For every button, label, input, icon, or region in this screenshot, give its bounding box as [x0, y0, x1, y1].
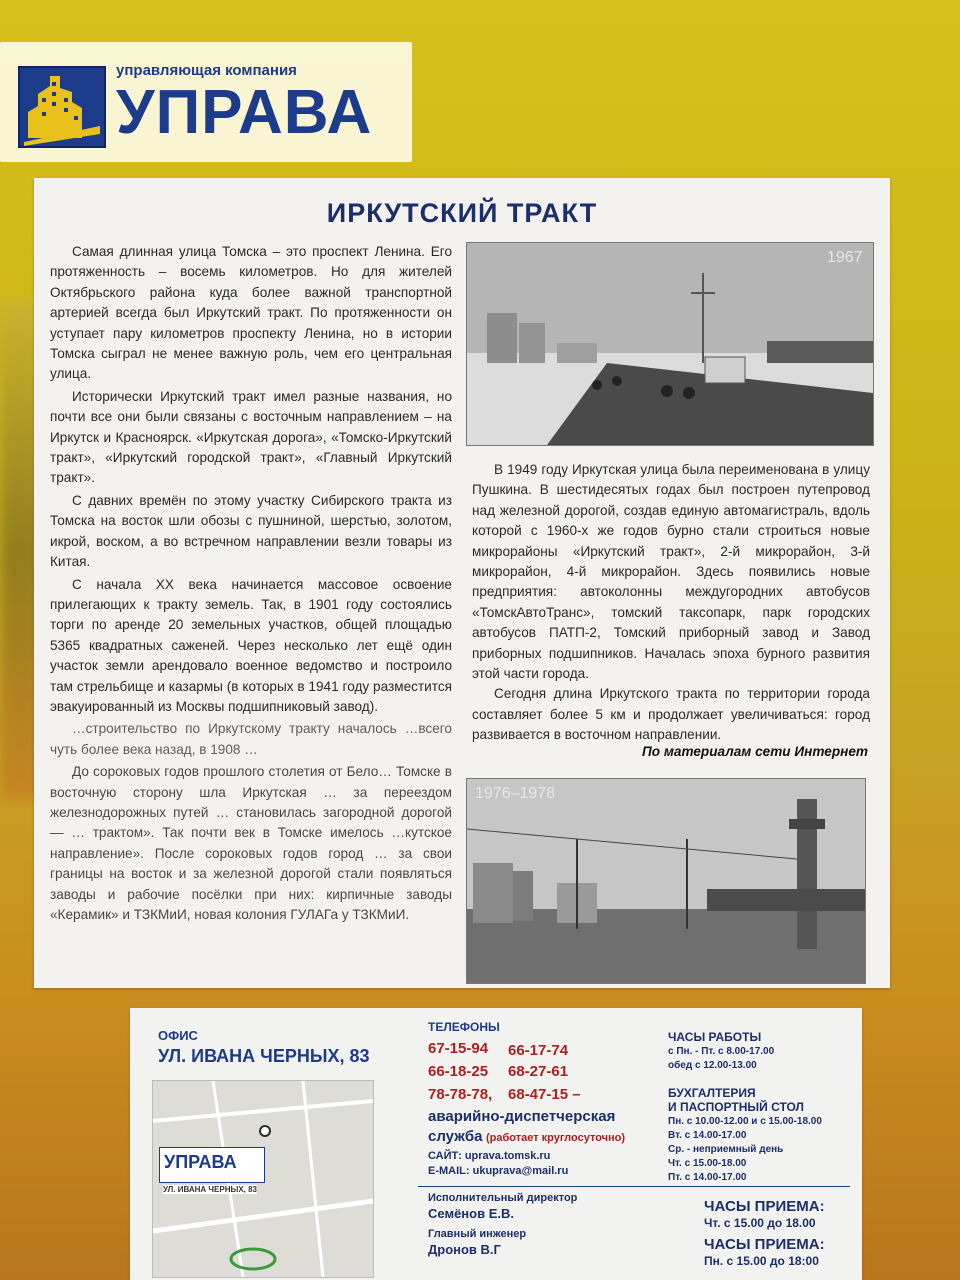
- reception-hours: Чт. с 15.00 до 18.00: [704, 1216, 816, 1230]
- photo-1967-street: [466, 242, 874, 446]
- director-role: Исполнительный директор: [428, 1192, 578, 1204]
- phone-number: 66-17-74: [508, 1042, 569, 1059]
- phones-label: ТЕЛЕФОНЫ: [428, 1020, 500, 1034]
- article-left-column: [50, 242, 452, 927]
- director-name: Семёнов Е.В.: [428, 1206, 514, 1221]
- paragraph: До сороковых годов прошлого столетия от Бело… Томске в восточную сторону шла Иркутская … за переездом железнодорожных путей … становилась загородной дорогой — … трактом». Так почти век в Томске имелось …кутское направление». После сороковых годов город … за свои границы на восток и за железной дорогой стали появляться заводы и рабочие посёлки при них: кирпичные заводы «Керамик» и ТЗКМиИ, новая колония ГУЛАГа у ТЗКМиИ.: [50, 764, 452, 922]
- paragraph: Самая длинная улица Томска – это проспект Ленина. Его протяженность – восемь километров. Но для жителей Октябрьского района куда более важной транспортной артерией всегда был Иркутский тракт. По протяженности он уступает пару километров проспекту Ленина, но в истории Томска сыграл не менее важную роль, чем его центральная улица.: [50, 244, 452, 382]
- accounting-hours-line: Вт. с 14.00-17.00: [668, 1130, 747, 1141]
- map-logo: [159, 1147, 265, 1183]
- map-logo-text: УПРАВА: [164, 1152, 237, 1172]
- company-subtitle: управляющая компания: [116, 62, 297, 79]
- accounting-hours-line: Пн. с 10.00-12.00 и с 15.00-18.00: [668, 1116, 822, 1127]
- paragraph: С давних времён по этому участку Сибирского тракта из Томска на восток шли обозы с пушниной, шерстью, золотом, икрой, воском, а во встречном направлении везли товары из Китая.: [50, 492, 452, 570]
- paragraph: …строительство по Иркутскому тракту началось …всего чуть более века назад, в 1908 …: [50, 721, 452, 757]
- accounting-hours-line: Ср. - неприемный день: [668, 1144, 784, 1155]
- paragraph: С начала XX века начинается массовое освоение прилегающих к тракту земель. Так, в 1901 году состоялись торги по аренде 20 земельных участков, общей площадью 5365 квадратных саженей. Через несколько лет ещё один участок земли арендовало военное ведомство и построило там стрельбище и казармы (в которых в 1941 году разместится эвакуированный из Москвы подшипниковый завод).: [50, 576, 452, 714]
- reception-title: ЧАСЫ ПРИЕМА:: [704, 1198, 825, 1215]
- contacts-panel: [130, 1008, 862, 1280]
- photo-1976-street: [466, 778, 866, 984]
- work-hours-line: с Пн. - Пт. с 8.00-17.00: [668, 1046, 775, 1057]
- engineer-name: Дронов В.Г: [428, 1242, 501, 1257]
- accounting-hours-line: Чт. с 15.00-18.00: [668, 1158, 747, 1169]
- reception-hours: Пн. с 15.00 до 18:00: [704, 1254, 819, 1268]
- map-street-label: УЛ. ИВАНА ЧЕРНЫХ, 83: [163, 1185, 257, 1194]
- accounting-hours-line: Пт. с 14.00-17.00: [668, 1172, 747, 1183]
- paragraph: Сегодня длина Иркутского тракта по территории города составляет более 5 км и продолжает увеличиваться: город развивается в восточном направлении.: [472, 686, 870, 743]
- photo-year-label: 1976–1978: [475, 785, 556, 802]
- dispatch-service: аварийно-диспетчерская: [428, 1108, 616, 1125]
- article-panel: [34, 178, 890, 988]
- location-map: [152, 1080, 374, 1278]
- paragraph: Исторически Иркутский тракт имел разные названия, но почти все они были связаны с восточным направлением – на Иркутск и Красноярск. «Иркутская дорога», «Томско-Иркутский тракт», «Иркутский городской тракт», «Главный Иркутский тракт».: [50, 388, 452, 486]
- paragraph: В 1949 году Иркутская улица была переименована в улицу Пушкина. В шестидесятых годах был построен путепровод над железной дорогой, создав единую автомагистраль, вдоль которой с 1960-х же годов бурно стали строиться новые микрорайоны «Иркутский тракт», 2-й микрорайон, 3-й микрорайон, 4-й микрорайон. Здесь появились новые предприятия: автоколонны междугородних автобусов «ТомскАвтоТранс», томский таксопарк, парк городских автобусов ПАТП-2, Томский приборный завод и Завод приборных подшипников. Началась эпоха бурного развития этой части города.: [472, 462, 870, 682]
- article-right-column: [472, 460, 870, 746]
- office-label: ОФИС: [158, 1028, 198, 1043]
- phone-number: 67-15-94: [428, 1040, 489, 1057]
- email: E-MAIL: ukuprava@mail.ru: [428, 1165, 569, 1177]
- work-hours-title: ЧАСЫ РАБОТЫ: [668, 1030, 762, 1044]
- phone-number: 68-27-61: [508, 1063, 569, 1080]
- work-hours-line: обед с 12.00-13.00: [668, 1060, 757, 1071]
- photo-year-label: 1967: [827, 249, 863, 266]
- phone-number: 68-47-15 –: [508, 1086, 581, 1103]
- dispatch-service-2: служба: [428, 1128, 483, 1145]
- divider: [418, 1186, 850, 1187]
- buildings-logo-icon: [18, 66, 106, 148]
- reception-title: ЧАСЫ ПРИЕМА:: [704, 1236, 825, 1253]
- accounting-title-2: И ПАСПОРТНЫЙ СТОЛ: [668, 1100, 804, 1114]
- office-address: УЛ. ИВАНА ЧЕРНЫХ, 83: [158, 1046, 370, 1066]
- phone-number: 66-18-25: [428, 1063, 489, 1080]
- company-name: УПРАВА: [116, 78, 373, 147]
- article-title: ИРКУТСКИЙ ТРАКТ: [326, 198, 598, 228]
- engineer-role: Главный инженер: [428, 1228, 527, 1240]
- source-credit: По материалам сети Интернет: [641, 744, 868, 759]
- website: САЙТ: uprava.tomsk.ru: [428, 1150, 551, 1162]
- phone-number: 78-78-78,: [428, 1086, 493, 1103]
- dispatch-note: (работает круглосуточно): [486, 1132, 626, 1144]
- accounting-title: БУХГАЛТЕРИЯ: [668, 1086, 756, 1100]
